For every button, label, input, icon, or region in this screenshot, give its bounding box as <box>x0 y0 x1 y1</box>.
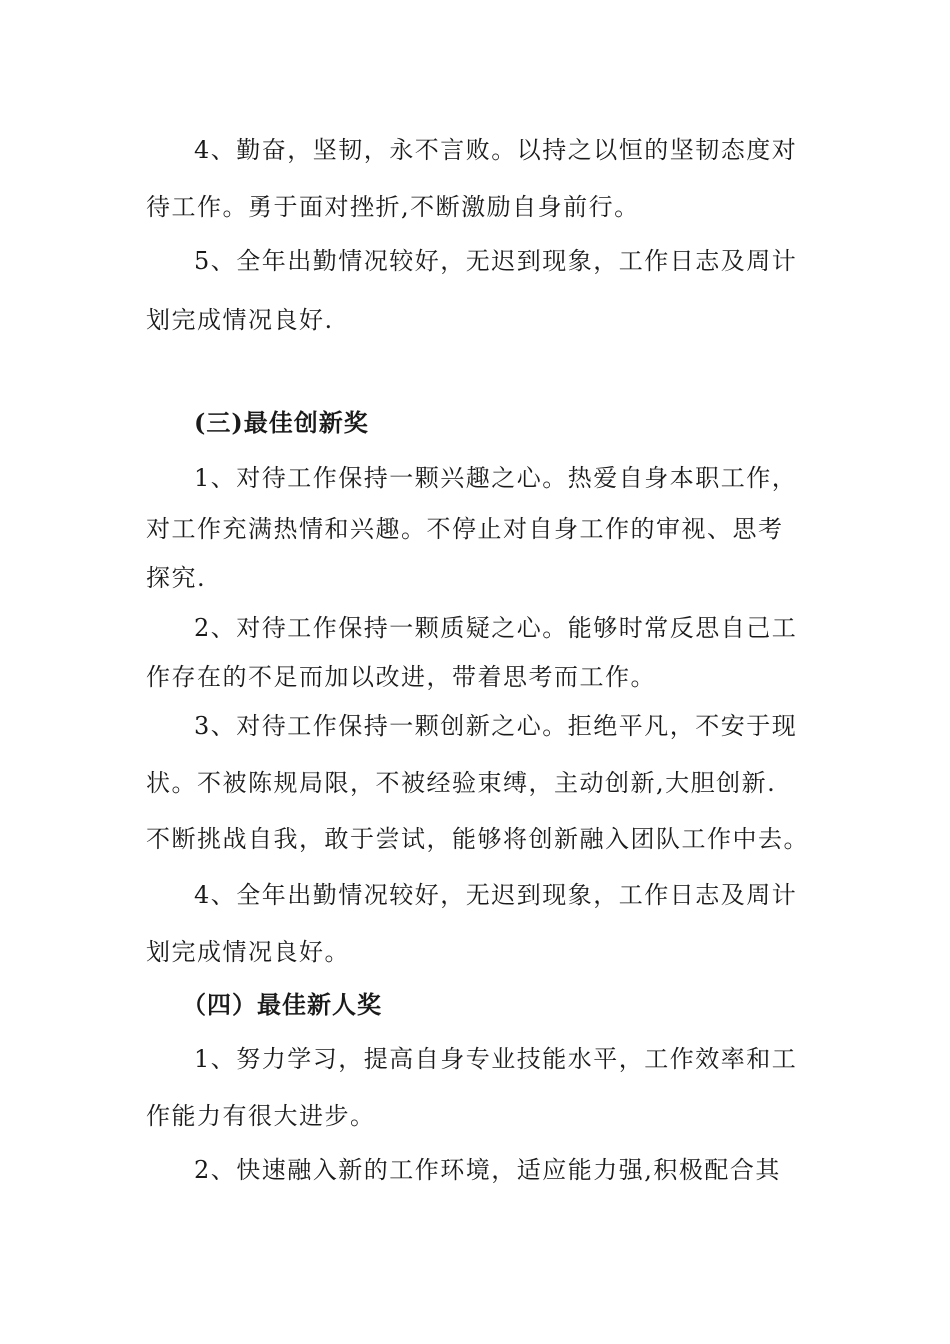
paragraph-line: 3、对待工作保持一颗创新之心。拒绝平凡，不安于现 <box>194 712 798 740</box>
paragraph-line: 5、全年出勤情况较好，无迟到现象，工作日志及周计 <box>194 247 798 275</box>
paragraph-line: 状。不被陈规局限，不被经验束缚，主动创新,大胆创新. <box>146 769 777 797</box>
paragraph-line: 2、对待工作保持一颗质疑之心。能够时常反思自己工 <box>194 614 798 642</box>
paragraph-line: 对工作充满热情和兴趣。不停止对自身工作的审视、思考 <box>146 515 784 543</box>
paragraph-line: 2、快速融入新的工作环境，适应能力强,积极配合其 <box>194 1156 781 1184</box>
section-heading: （四）最佳新人奖 <box>182 990 382 1019</box>
paragraph-line: 探究. <box>146 564 207 592</box>
paragraph-line: 1、对待工作保持一颗兴趣之心。热爱自身本职工作， <box>194 464 798 492</box>
paragraph-line: 1、努力学习，提高自身专业技能水平，工作效率和工 <box>194 1045 798 1073</box>
paragraph-line: 作存在的不足而加以改进，带着思考而工作。 <box>146 663 656 691</box>
section-heading: (三)最佳创新奖 <box>194 408 369 437</box>
paragraph-line: 不断挑战自我，敢于尝试，能够将创新融入团队工作中去。 <box>146 825 809 853</box>
paragraph-line: 划完成情况良好. <box>146 306 334 334</box>
paragraph-line: 作能力有很大进步。 <box>146 1102 376 1130</box>
paragraph-line: 4、勤奋，坚韧，永不言败。以持之以恒的坚韧态度对 <box>194 136 798 164</box>
paragraph-line: 待工作。勇于面对挫折,不断激励自身前行。 <box>146 193 640 221</box>
paragraph-line: 4、全年出勤情况较好，无迟到现象，工作日志及周计 <box>194 881 798 909</box>
paragraph-line: 划完成情况良好。 <box>146 938 350 966</box>
